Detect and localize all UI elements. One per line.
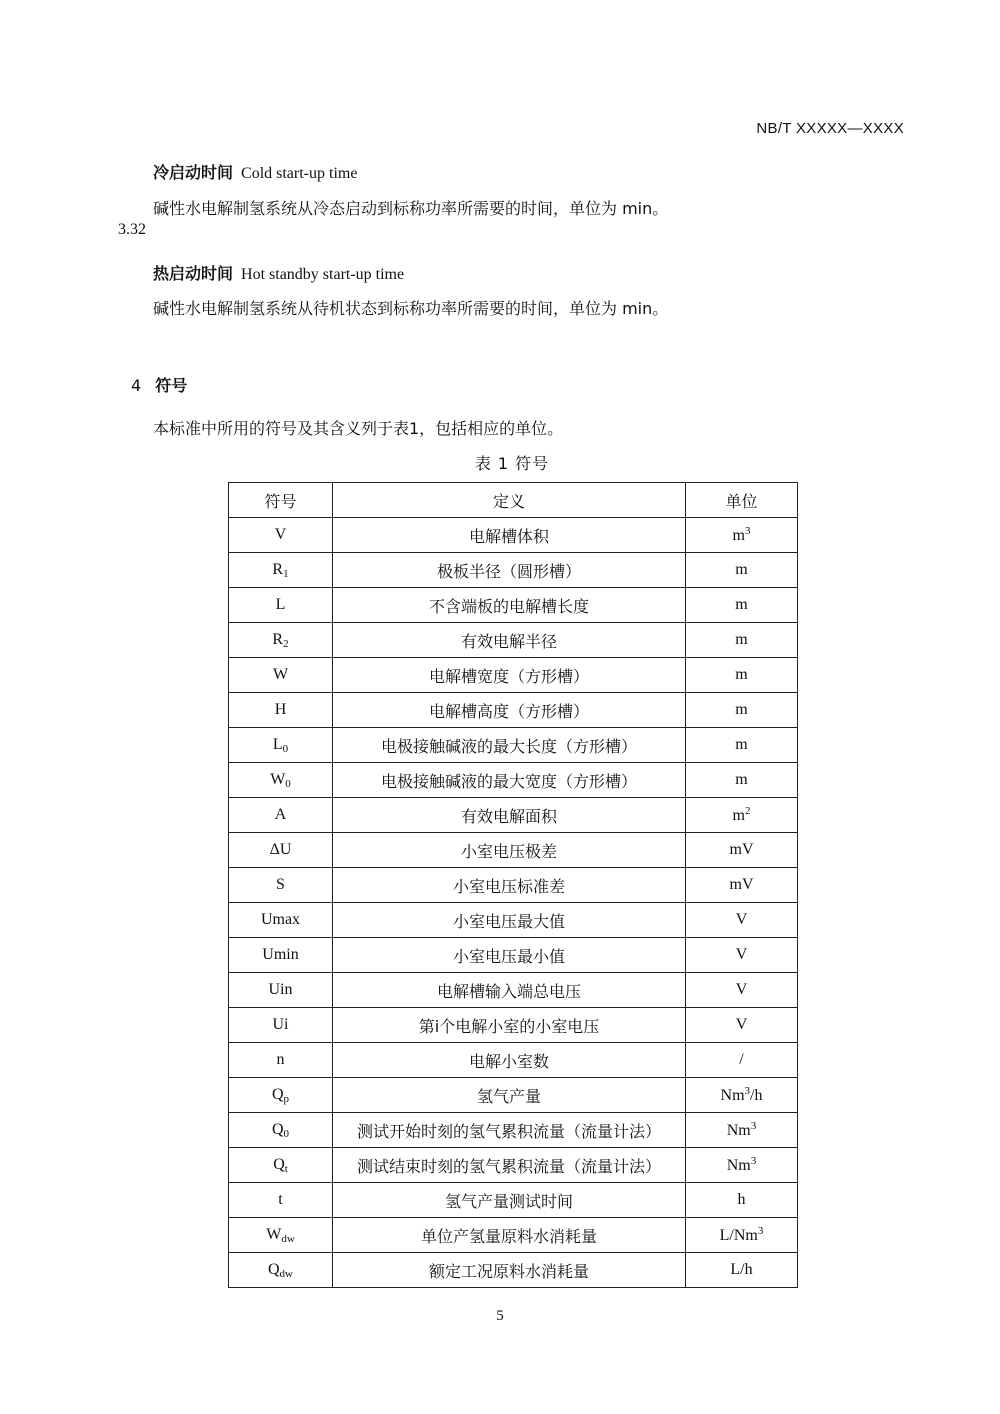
cell-symbol <box>229 1218 333 1253</box>
unit-text: / <box>739 1051 744 1068</box>
cell-unit <box>686 1183 798 1218</box>
term-title-en: Hot standby start-up time <box>241 266 405 283</box>
intro-paragraph: 本标准中所用的符号及其含义列于表1，包括相应的单位。 <box>153 419 564 438</box>
header-definition: 定义 <box>333 483 686 518</box>
unit-superscript: 3 <box>757 1225 764 1237</box>
symbol-text: Ui <box>272 1016 289 1033</box>
unit-text: Nm <box>726 1157 751 1174</box>
cell-definition: 电解槽高度（方形槽） <box>333 693 686 728</box>
symbol-subscript: 0 <box>285 777 291 790</box>
cell-definition: 第i个电解小室的小室电压 <box>333 1008 686 1043</box>
unit-text: m <box>735 561 748 578</box>
symbol-subscript: p <box>283 1092 290 1105</box>
symbol-text: n <box>276 1051 285 1068</box>
unit-text: V <box>735 911 748 928</box>
cell-definition: 极板半径（圆形槽） <box>333 553 686 588</box>
term-title-cn: 热启动时间 <box>153 264 234 283</box>
cell-unit <box>686 938 798 973</box>
term-title-en: Cold start-up time <box>241 165 358 182</box>
table-row <box>229 833 798 868</box>
cell-definition: 测试结束时刻的氢气累积流量（流量计法） <box>333 1148 686 1183</box>
table-header-row <box>229 483 798 518</box>
cell-definition: 电解小室数 <box>333 1043 686 1078</box>
unit-text: m <box>735 631 748 648</box>
cell-definition: 有效电解面积 <box>333 798 686 833</box>
cell-symbol <box>229 623 333 658</box>
unit-text: V <box>735 981 748 998</box>
symbol-subscript: t <box>284 1162 288 1175</box>
unit-superscript: 3 <box>750 1155 757 1167</box>
cell-unit <box>686 693 798 728</box>
table-caption: 表 1 符号 <box>474 454 550 473</box>
table-row <box>229 798 798 833</box>
section-heading <box>131 373 187 396</box>
unit-text: V <box>735 946 748 963</box>
unit-text: h <box>737 1191 746 1208</box>
cell-definition: 小室电压最大值 <box>333 903 686 938</box>
cell-symbol <box>229 658 333 693</box>
symbol-text: W <box>270 770 286 788</box>
symbol-subscript: 2 <box>283 637 289 650</box>
table-row <box>229 973 798 1008</box>
cell-unit <box>686 553 798 588</box>
cell-definition: 小室电压最小值 <box>333 938 686 973</box>
cell-definition: 电解槽输入端总电压 <box>333 973 686 1008</box>
term-definition-hot-start: 碱性水电解制氢系统从待机状态到标称功率所需要的时间，单位为 min。 <box>153 299 669 318</box>
header-symbol: 符号 <box>229 483 333 518</box>
table-row <box>229 693 798 728</box>
cell-symbol <box>229 798 333 833</box>
symbol-subscript: dw <box>281 1232 295 1245</box>
cell-definition: 电解槽宽度（方形槽） <box>333 658 686 693</box>
unit-text: m <box>735 596 748 613</box>
page-number: 5 <box>496 1308 504 1324</box>
symbol-text: t <box>278 1191 283 1208</box>
cell-unit <box>686 1043 798 1078</box>
symbol-text: Q <box>267 1260 280 1278</box>
symbol-text: L <box>272 735 283 753</box>
cell-definition: 电解槽体积 <box>333 518 686 553</box>
symbols-table <box>228 482 798 1288</box>
unit-text: mV <box>729 841 754 858</box>
cell-symbol <box>229 868 333 903</box>
cell-definition: 氢气产量 <box>333 1078 686 1113</box>
symbol-text: W <box>266 1225 282 1243</box>
cell-definition: 测试开始时刻的氢气累积流量（流量计法） <box>333 1113 686 1148</box>
term-number: 3.32 <box>118 221 146 238</box>
symbol-text: A <box>274 806 287 823</box>
table-row <box>229 518 798 553</box>
unit-text: m <box>732 807 745 824</box>
cell-definition: 小室电压标准差 <box>333 868 686 903</box>
unit-text: L/h <box>730 1261 753 1278</box>
cell-unit <box>686 868 798 903</box>
table-body <box>229 518 798 1288</box>
cell-symbol <box>229 1253 333 1288</box>
symbol-text: V <box>274 526 287 543</box>
symbol-subscript: dw <box>279 1267 293 1280</box>
term-definition-cold-start: 碱性水电解制氢系统从冷态启动到标称功率所需要的时间，单位为 min。 <box>153 199 669 218</box>
cell-symbol <box>229 763 333 798</box>
cell-symbol <box>229 588 333 623</box>
symbol-text: Uin <box>268 981 293 998</box>
unit-tail: /h <box>750 1087 763 1104</box>
cell-unit <box>686 903 798 938</box>
symbol-text: Q <box>271 1085 284 1103</box>
cell-unit <box>686 973 798 1008</box>
symbol-text: H <box>274 701 287 718</box>
cell-symbol <box>229 553 333 588</box>
cell-symbol <box>229 903 333 938</box>
section-title: 符号 <box>155 376 188 395</box>
symbol-text: R <box>272 630 284 648</box>
cell-symbol <box>229 693 333 728</box>
symbol-text: W <box>272 666 289 683</box>
cell-unit <box>686 518 798 553</box>
table-row <box>229 1113 798 1148</box>
cell-unit <box>686 763 798 798</box>
cell-definition: 电极接触碱液的最大长度（方形槽） <box>333 728 686 763</box>
unit-text: V <box>735 1016 748 1033</box>
cell-symbol <box>229 1078 333 1113</box>
cell-unit <box>686 1253 798 1288</box>
cell-symbol <box>229 518 333 553</box>
symbol-text: R <box>272 560 284 578</box>
cell-definition: 有效电解半径 <box>333 623 686 658</box>
table-row <box>229 1148 798 1183</box>
symbol-subscript: 0 <box>283 1127 290 1140</box>
cell-unit <box>686 623 798 658</box>
unit-text: L/Nm <box>719 1227 758 1244</box>
cell-symbol <box>229 1113 333 1148</box>
cell-unit <box>686 1008 798 1043</box>
table-row <box>229 623 798 658</box>
unit-superscript: 3 <box>744 1085 751 1097</box>
unit-superscript: 2 <box>744 805 751 817</box>
symbol-text: L <box>275 596 286 613</box>
table-row <box>229 868 798 903</box>
table-row <box>229 553 798 588</box>
unit-text: Nm <box>726 1122 751 1139</box>
cell-definition: 氢气产量测试时间 <box>333 1183 686 1218</box>
table-row <box>229 938 798 973</box>
cell-symbol <box>229 973 333 1008</box>
symbol-text: Q <box>271 1120 284 1138</box>
table-row <box>229 1008 798 1043</box>
cell-definition: 小室电压极差 <box>333 833 686 868</box>
unit-text: m <box>735 736 748 753</box>
cell-definition: 单位产氢量原料水消耗量 <box>333 1218 686 1253</box>
term-title-cn: 冷启动时间 <box>153 163 234 182</box>
symbol-text: ΔU <box>269 841 292 858</box>
cell-symbol <box>229 1043 333 1078</box>
cell-definition: 额定工况原料水消耗量 <box>333 1253 686 1288</box>
cell-symbol <box>229 1008 333 1043</box>
document-code: NB/T XXXXX—XXXX <box>756 120 904 137</box>
unit-text: m <box>735 771 748 788</box>
table-row <box>229 1218 798 1253</box>
symbol-text: S <box>276 876 285 893</box>
table-row <box>229 763 798 798</box>
unit-text: m <box>735 701 748 718</box>
table-row <box>229 1183 798 1218</box>
term-title-hot-start <box>153 261 404 284</box>
unit-superscript: 3 <box>750 1120 757 1132</box>
table-row <box>229 658 798 693</box>
symbol-subscript: 1 <box>283 567 289 580</box>
symbol-text: Umin <box>262 946 299 963</box>
unit-text: m <box>732 527 745 544</box>
cell-definition: 电极接触碱液的最大宽度（方形槽） <box>333 763 686 798</box>
table-row <box>229 728 798 763</box>
cell-definition: 不含端板的电解槽长度 <box>333 588 686 623</box>
cell-symbol <box>229 728 333 763</box>
cell-symbol <box>229 833 333 868</box>
unit-superscript: 3 <box>744 525 751 537</box>
symbol-text: Umax <box>260 911 301 928</box>
table-row <box>229 1078 798 1113</box>
cell-unit <box>686 1218 798 1253</box>
table-row <box>229 588 798 623</box>
header-unit: 单位 <box>686 483 798 518</box>
unit-text: Nm <box>720 1087 745 1104</box>
cell-unit <box>686 658 798 693</box>
term-title-cold-start <box>153 160 357 183</box>
cell-unit <box>686 798 798 833</box>
cell-unit <box>686 1113 798 1148</box>
cell-unit <box>686 1148 798 1183</box>
table-row <box>229 903 798 938</box>
symbol-subscript: 0 <box>282 742 289 755</box>
cell-unit <box>686 728 798 763</box>
unit-text: m <box>735 666 748 683</box>
table-row <box>229 1043 798 1078</box>
cell-unit <box>686 833 798 868</box>
symbol-text: Q <box>273 1155 285 1173</box>
cell-unit <box>686 588 798 623</box>
unit-text: mV <box>729 876 754 893</box>
table-row <box>229 1253 798 1288</box>
cell-unit <box>686 1078 798 1113</box>
cell-symbol <box>229 1183 333 1218</box>
cell-symbol <box>229 1148 333 1183</box>
cell-symbol <box>229 938 333 973</box>
section-number: 4 <box>131 376 142 395</box>
